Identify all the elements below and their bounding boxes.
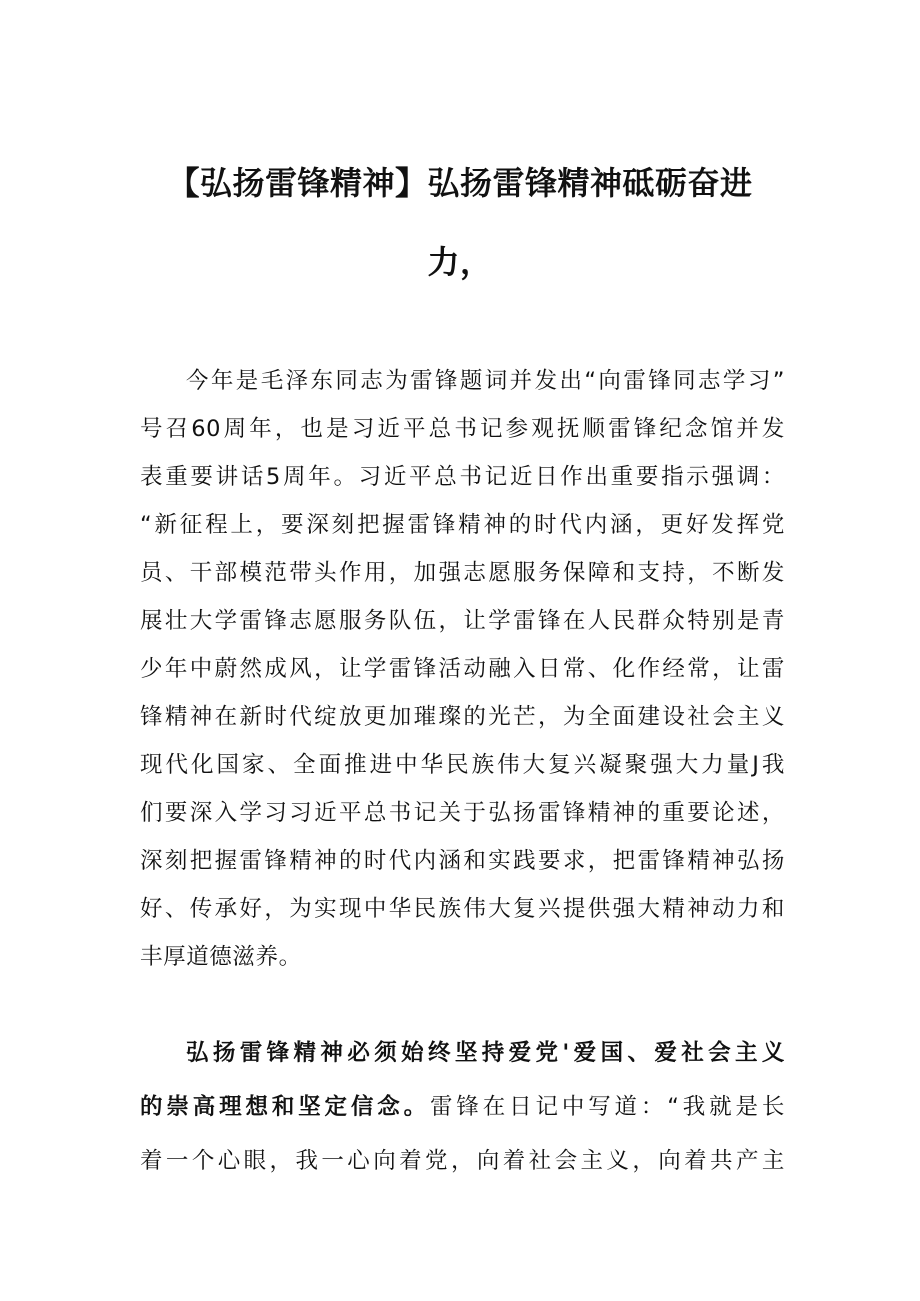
paragraph-line: 今年是毛泽东同志为雷锋题词并发出“向雷锋同志学习” xyxy=(186,368,785,394)
paragraph-line: 好、传承好，为实现中华民族伟大复兴提供强大精神动力和 xyxy=(140,896,785,922)
paragraph-line: “新征程上，要深刻把握雷锋精神的时代内涵，更好发挥党 xyxy=(140,512,785,538)
bold-lead-phrase: 的崇高理想和坚定信念。 xyxy=(140,1094,431,1120)
quote-intro-text: 雷锋在日记中写道：“我就是长 xyxy=(430,1094,786,1120)
paragraph-line: 少年中蔚然成风，让学雷锋活动融入日常、化作经常，让雷 xyxy=(140,656,785,682)
paragraph-line: 着一个心眼，我一心向着党，向着社会主义，向着共产主 xyxy=(140,1148,785,1174)
paragraph-line: 深刻把握雷锋精神的时代内涵和实践要求，把雷锋精神弘扬 xyxy=(140,848,785,874)
paragraph-line: 丰厚道德滋养。 xyxy=(140,944,302,970)
paragraph-line: 现代化国家、全面推进中华民族伟大复兴凝聚强大力量J我 xyxy=(140,752,785,778)
paragraph-line: 们要深入学习习近平总书记关于弘扬雷锋精神的重要论述， xyxy=(140,800,785,826)
paragraph-line xyxy=(140,1092,785,1122)
paragraph-line: 表重要讲话5周年。习近平总书记近日作出重要指示强调： xyxy=(140,464,785,490)
paragraph-line: 锋精神在新时代绽放更加璀璨的光芒，为全面建设社会主义 xyxy=(140,704,785,730)
paragraph-line: 展壮大学雷锋志愿服务队伍，让学雷锋在人民群众特别是青 xyxy=(140,608,785,634)
document-title-line-2: 力， xyxy=(427,243,493,281)
paragraph-line: 弘扬雷锋精神必须始终坚持爱党'爱国、爱社会主义 xyxy=(186,1040,785,1066)
paragraph-line: 员、干部模范带头作用，加强志愿服务保障和支持，不断发 xyxy=(140,560,785,586)
document-title-line-1: 【弘扬雷锋精神】弘扬雷锋精神砥砺奋进 xyxy=(167,164,753,202)
paragraph-line: 号召60周年，也是习近平总书记参观抚顺雷锋纪念馆并发 xyxy=(140,416,785,442)
